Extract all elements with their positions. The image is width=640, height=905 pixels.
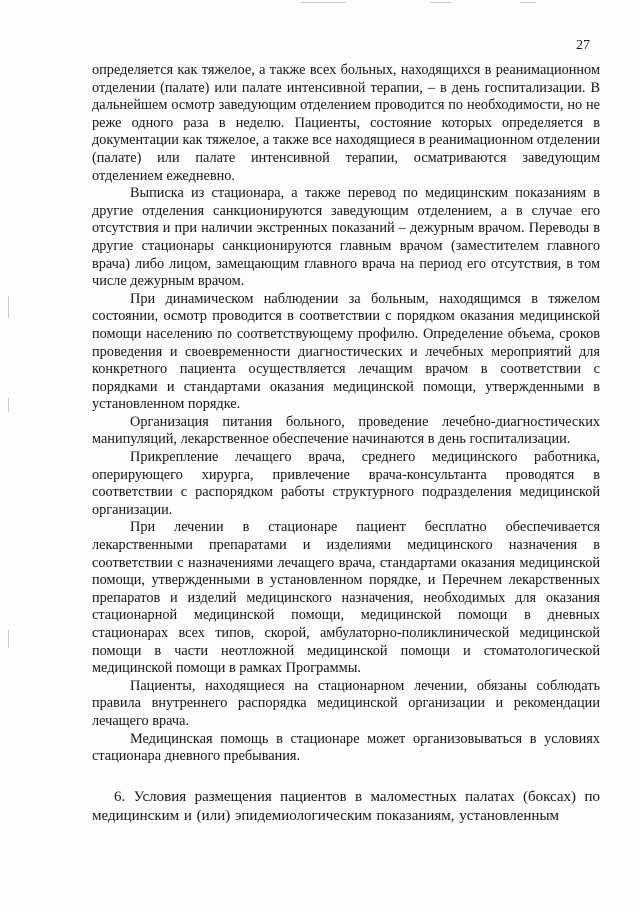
scan-edge-mark — [300, 2, 346, 3]
paragraph: При динамическом наблюдении за больным, находящимся в тяжелом состоянии, осмотр проводится в соответствии с порядком оказания медицинской помощи населению по соответствующему профилю. Определение объема, сроков проведения и своевременности диагностических и лечебных мероприятий для конкретного пациента осуществляется лечащим врачом в соответствии с порядками и стандартами оказания медицинской помощи, утвержденными в установленном порядке. — [92, 290, 600, 413]
page-number: 27 — [576, 38, 590, 53]
paragraph: Прикрепление лечащего врача, среднего медицинского работника, оперирующего хирурга, привлечение врача-консультанта проводятся в соответствии с распорядком работы структурного подразделения медицинской организации. — [92, 449, 600, 518]
paragraph: Медицинская помощь в стационаре может организовываться в условиях стационара дневного пребывания. — [92, 730, 600, 765]
document-body — [92, 62, 600, 826]
scan-edge-mark — [430, 2, 452, 3]
scan-edge-mark — [520, 2, 536, 3]
paragraph: Организация питания больного, проведение лечебно-диагностических манипуляций, лекарственное обеспечение начинаются в день госпитализации. — [92, 413, 600, 448]
scan-edge-mark — [8, 630, 9, 648]
paragraph: Пациенты, находящиеся на стационарном лечении, обязаны соблюдать правила внутреннего распорядка медицинской организации и рекомендации лечащего врача. — [92, 677, 600, 729]
section-heading: 6. Условия размещения пациентов в маломестных палатах (боксах) по медицинским и (или) эпидемиологическим показаниям, установленным — [92, 788, 600, 824]
scan-edge-mark — [8, 398, 9, 412]
paragraph: определяется как тяжелое, а также всех больных, находящихся в реанимационном отделении (палате) или палате интенсивной терапии, – в день госпитализации. В дальнейшем осмотр заведующим отделением проводится по необходимости, но не реже одного раза в неделю. Пациенты, состояние которых определяется в документации как тяжелое, а также все находящиеся в реанимационном отделении (палате) или палате интенсивной терапии, осматриваются заведующим отделением ежедневно. — [92, 62, 600, 184]
paragraph: Выписка из стационара, а также перевод по медицинским показаниям в другие отделения санкционируются заведующим отделением, а в случае его отсутствия и при наличии экстренных показаний – дежурным врачом. Переводы в другие стационары санкционируются главным врачом (заместителем главного врача) либо лицом, замещающим главного врача на период его отсутствия, в том числе дежурным врачом. — [92, 185, 600, 290]
scan-edge-mark — [8, 296, 9, 318]
paragraph: При лечении в стационаре пациент бесплатно обеспечивается лекарственными препаратами и изделиями медицинского назначения в соответствии с назначениями лечащего врача, стандартами оказания медицинской помощи, утвержденными в установленном порядке, и Перечнем лекарственных препаратов и изделий медицинского назначения, необходимых для оказания стационарной медицинской помощи, медицинской помощи в дневных стационарах всех типов, скорой, амбулаторно-поликлинической медицинской помощи в части неотложной медицинской помощи и стоматологической медицинской помощи в рамках Программы. — [92, 519, 600, 677]
